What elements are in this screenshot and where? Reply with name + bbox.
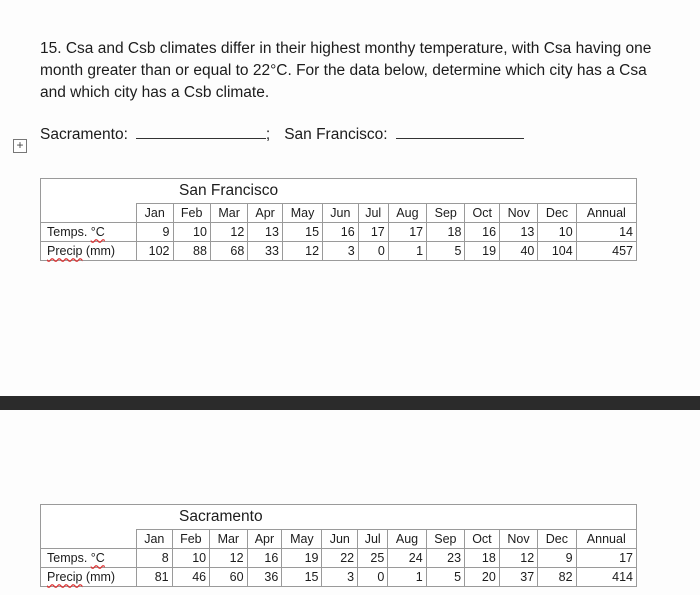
- header-cell: Sep: [426, 530, 464, 549]
- header-cell: Feb: [172, 530, 209, 549]
- row-label-precip: Precip (mm): [41, 568, 137, 587]
- data-cell: 9: [538, 549, 576, 568]
- data-cell: 9: [137, 223, 174, 242]
- header-cell: Annual: [576, 530, 636, 549]
- data-cell: 14: [576, 223, 636, 242]
- data-cell: 12: [282, 242, 322, 261]
- data-cell: 17: [388, 223, 426, 242]
- data-cell: 16: [323, 223, 359, 242]
- header-cell: Dec: [538, 530, 576, 549]
- data-cell: 12: [499, 549, 537, 568]
- table-title: Sacramento: [41, 505, 637, 530]
- data-cell: 25: [358, 549, 388, 568]
- sanfrancisco-label: San Francisco:: [284, 126, 388, 143]
- header-cell: Apr: [247, 530, 282, 549]
- header-cell: Jan: [137, 204, 174, 223]
- data-cell: 33: [248, 242, 283, 261]
- data-cell: 1: [388, 242, 426, 261]
- data-cell: 17: [358, 223, 388, 242]
- row-label-temps: Temps. °C: [41, 549, 137, 568]
- data-cell: 81: [137, 568, 173, 587]
- table-title: San Francisco: [41, 179, 637, 204]
- data-cell: 18: [427, 223, 465, 242]
- data-cell: 82: [538, 568, 576, 587]
- data-cell: 37: [499, 568, 537, 587]
- header-cell: Mar: [210, 530, 247, 549]
- data-cell: 46: [172, 568, 209, 587]
- header-cell: Oct: [465, 530, 500, 549]
- header-cell: Dec: [538, 204, 576, 223]
- data-cell: 10: [173, 223, 210, 242]
- header-cell: Jul: [358, 204, 388, 223]
- data-cell: 17: [576, 549, 636, 568]
- table-row-precip: [41, 568, 637, 587]
- data-cell: 16: [465, 223, 500, 242]
- data-cell: 10: [538, 223, 576, 242]
- answer-line: [40, 124, 660, 144]
- data-cell: 12: [210, 223, 247, 242]
- data-cell: 13: [248, 223, 283, 242]
- row-label-temps: Temps. °C: [41, 223, 137, 242]
- header-cell: Oct: [465, 204, 500, 223]
- sacramento-climate-table: [40, 504, 637, 587]
- data-cell: 3: [323, 242, 359, 261]
- data-cell: 0: [358, 242, 388, 261]
- data-cell: 15: [282, 223, 322, 242]
- data-cell: 1: [388, 568, 426, 587]
- table-row-temps: [41, 549, 637, 568]
- data-cell: 16: [247, 549, 282, 568]
- data-cell: 457: [576, 242, 636, 261]
- data-cell: 104: [538, 242, 576, 261]
- header-cell: Aug: [388, 204, 426, 223]
- sacramento-answer-blank[interactable]: [136, 124, 266, 139]
- data-cell: 13: [500, 223, 538, 242]
- data-cell: 88: [173, 242, 210, 261]
- header-cell: Jan: [137, 530, 173, 549]
- data-cell: 12: [210, 549, 247, 568]
- question-text: 15. Csa and Csb climates differ in their highest monthy temperature, with Csa having one month greater than or equal to 22°C. For the data below, determine which city has a Csa and which city has a Csb climate.: [40, 40, 652, 101]
- data-cell: 68: [210, 242, 247, 261]
- data-cell: 60: [210, 568, 247, 587]
- semicolon: ;: [265, 126, 271, 143]
- data-cell: 414: [576, 568, 636, 587]
- sacramento-label: Sacramento:: [40, 126, 128, 143]
- data-cell: 15: [282, 568, 322, 587]
- table-row-precip: [41, 242, 637, 261]
- sanfrancisco-answer-blank[interactable]: [396, 124, 524, 139]
- data-cell: 8: [137, 549, 173, 568]
- data-cell: 102: [137, 242, 174, 261]
- page-divider: [0, 396, 700, 410]
- data-cell: 23: [426, 549, 464, 568]
- data-cell: 40: [500, 242, 538, 261]
- header-cell: Jul: [358, 530, 388, 549]
- data-cell: 24: [388, 549, 426, 568]
- header-cell: Annual: [576, 204, 636, 223]
- header-cell: Nov: [500, 204, 538, 223]
- sanfrancisco-climate-table: [40, 178, 637, 261]
- data-cell: 18: [465, 549, 500, 568]
- data-cell: 10: [172, 549, 209, 568]
- header-cell: Jun: [322, 530, 358, 549]
- header-cell: Apr: [248, 204, 283, 223]
- header-cell: Jun: [323, 204, 359, 223]
- data-cell: 20: [465, 568, 500, 587]
- table-row-temps: [41, 223, 637, 242]
- header-cell: Nov: [499, 530, 537, 549]
- data-cell: 0: [358, 568, 388, 587]
- data-cell: 19: [282, 549, 322, 568]
- row-label-precip: Precip (mm): [41, 242, 137, 261]
- header-cell: May: [282, 530, 322, 549]
- data-cell: 3: [322, 568, 358, 587]
- data-cell: 22: [322, 549, 358, 568]
- header-cell: Mar: [210, 204, 247, 223]
- header-cell: Aug: [388, 530, 426, 549]
- header-cell: May: [282, 204, 322, 223]
- header-cell: Sep: [427, 204, 465, 223]
- table-header-row: [41, 530, 637, 549]
- data-cell: 5: [427, 242, 465, 261]
- data-cell: 5: [426, 568, 464, 587]
- table-move-handle-icon[interactable]: +: [13, 139, 27, 153]
- table-header-row: [41, 204, 637, 223]
- header-cell: Feb: [173, 204, 210, 223]
- data-cell: 36: [247, 568, 282, 587]
- data-cell: 19: [465, 242, 500, 261]
